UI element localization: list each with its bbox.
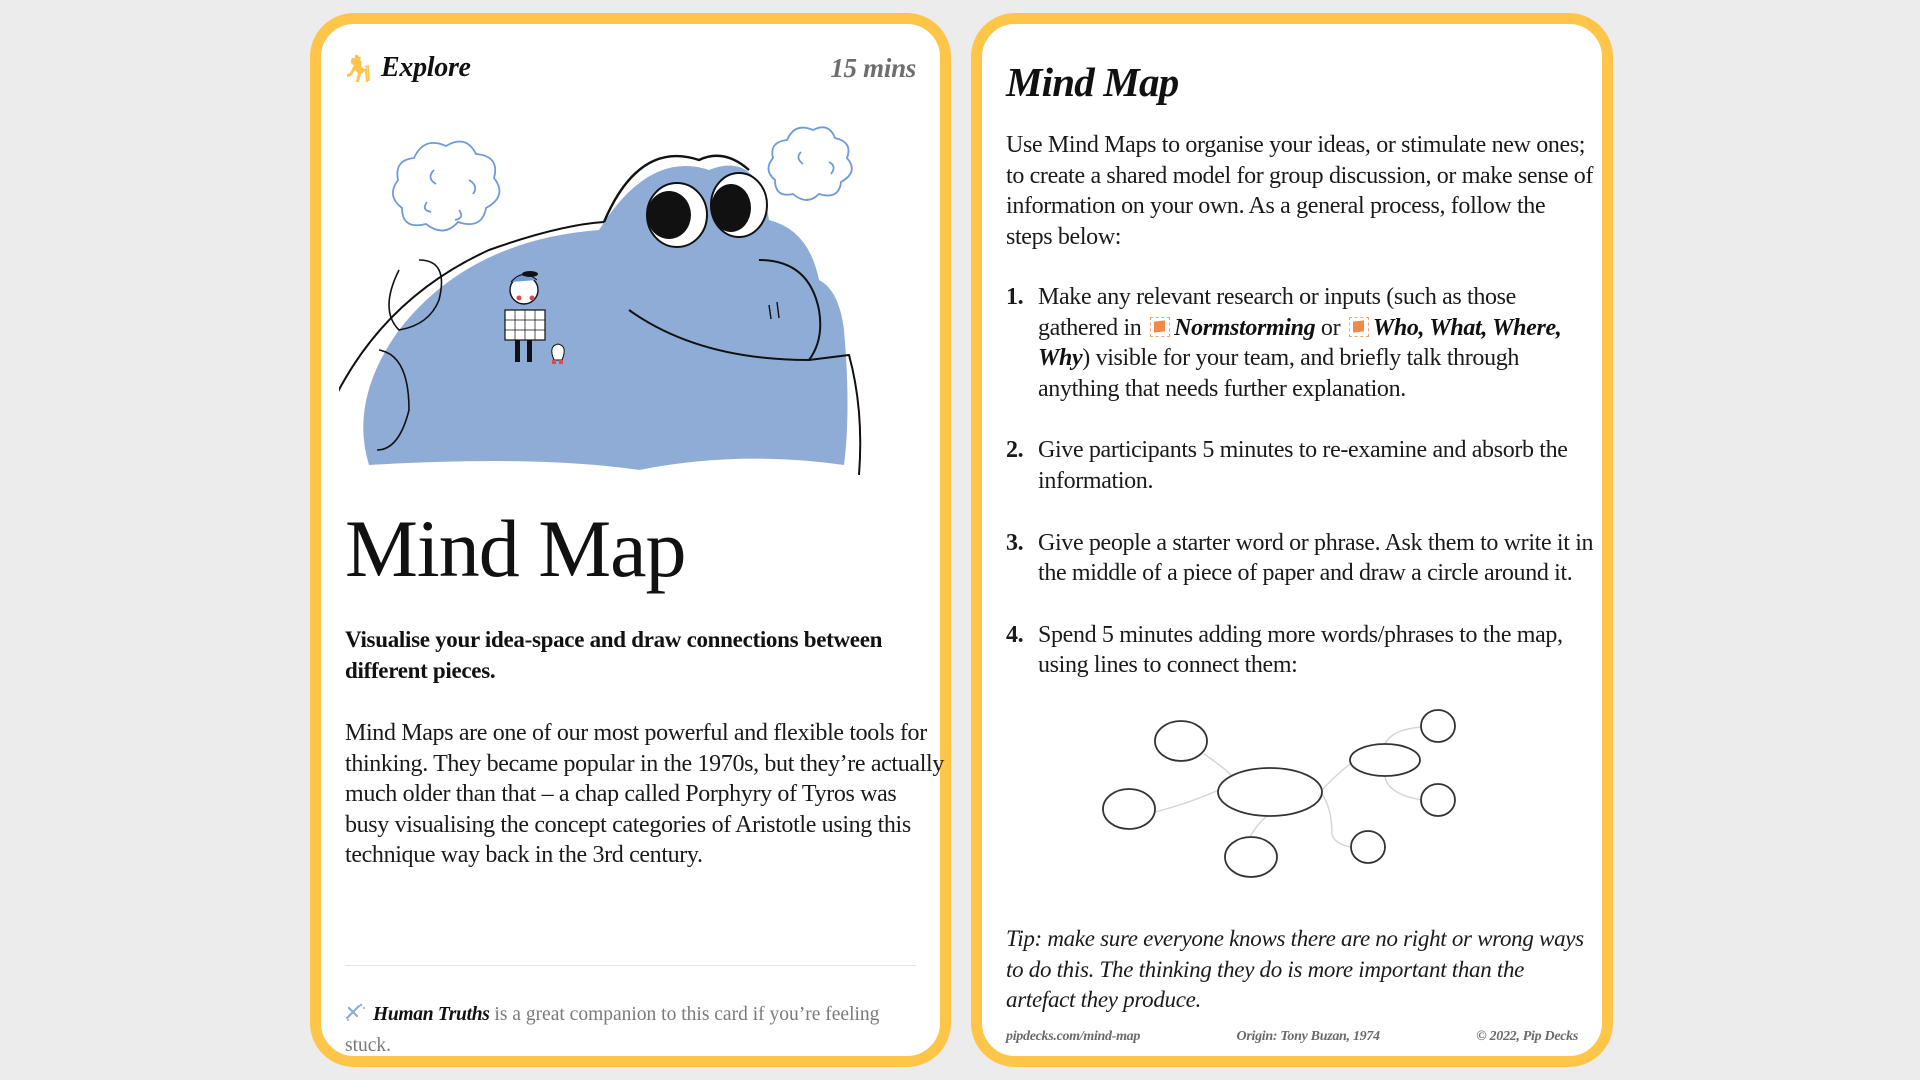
back-title: Mind Map xyxy=(1006,59,1179,105)
mind-map-node-left xyxy=(1103,789,1155,829)
companion-text: is a great companion to this card if you’re feeling stuck. xyxy=(345,1004,880,1056)
card-footer xyxy=(1006,1029,1578,1045)
step-number: 2. xyxy=(1006,437,1024,464)
mind-map-node-top-right xyxy=(1421,710,1455,742)
card-subtitle: Visualise your idea-space and draw connections between different pieces. xyxy=(345,627,883,683)
back-intro: Use Mind Maps to organise your ideas, or stimulate new ones; to create a shared model for group discussion, or make sense of information on your own. As a general process, follow the steps below: xyxy=(1006,132,1594,250)
step-number: 3. xyxy=(1006,529,1024,556)
card-description: Mind Maps are one of our most powerful and flexible tools for thinking. They became popular in the 1970s, but they’re actually much older than that – a chap called Porphyry of Tyros was busy visualising the concept categories of Aristotle using this technique way back in the 3rd century. xyxy=(345,720,944,869)
card-url-link[interactable]: pipdecks.com/mind-map xyxy=(1006,1029,1141,1044)
step-number: 4. xyxy=(1006,621,1024,648)
step-text: Give people a starter word or phrase. Ask them to write it in the middle of a piece of paper and draw a circle around it. xyxy=(1038,529,1594,587)
step-text: Make any relevant research or inputs (such as those gathered in xyxy=(1038,284,1516,341)
step-text: Spend 5 minutes adding more words/phrases to the map, using lines to connect them: xyxy=(1038,621,1563,679)
mind-map-node-bottom-right xyxy=(1351,831,1385,863)
explorer-icon xyxy=(345,53,371,83)
duration-label: 15 mins xyxy=(830,52,916,83)
origin-credit: Origin: Tony Buzan, 1974 xyxy=(1236,1029,1380,1044)
mind-map-node-center xyxy=(1218,768,1322,816)
category-label: Explore xyxy=(381,52,471,83)
mind-map-node-top-left xyxy=(1155,721,1207,761)
step-text: ) visible for your team, and briefly talk through anything that needs further explanation. xyxy=(1038,345,1520,402)
card-front xyxy=(310,13,951,1067)
companion-note xyxy=(345,999,905,1061)
step-text: or xyxy=(1315,314,1346,341)
steps-list xyxy=(1006,282,1596,712)
who-what-where-why-link[interactable]: Who, What, Where, Why xyxy=(1038,314,1562,372)
card-reference-icon xyxy=(1349,317,1369,337)
card-back xyxy=(971,13,1613,1067)
copyright: © 2022, Pip Decks xyxy=(1476,1029,1578,1044)
step-number: 1. xyxy=(1006,284,1024,310)
creature-illustration xyxy=(339,110,919,480)
card-header xyxy=(345,50,916,86)
category xyxy=(345,52,471,84)
mind-map-node-right xyxy=(1350,744,1420,776)
normstorming-link[interactable]: Normstorming xyxy=(1174,314,1316,341)
divider xyxy=(345,965,916,966)
tip-text: Tip: make sure everyone knows there are no right or wrong ways to do this. The thinking they do is more important than the artefact they produce. xyxy=(1006,926,1584,1013)
step-3 xyxy=(1006,528,1596,589)
card-title: Mind Map xyxy=(345,503,686,594)
step-1 xyxy=(1006,282,1596,404)
human-truths-link[interactable]: Human Truths xyxy=(373,1004,490,1025)
step-text: Give participants 5 minutes to re-examine and absorb the information. xyxy=(1038,437,1568,494)
step-2 xyxy=(1006,435,1596,496)
human-truths-icon xyxy=(345,1001,367,1021)
card-reference-icon xyxy=(1150,317,1170,337)
mind-map-node-bottom xyxy=(1225,837,1277,877)
mind-map-node-mid-right xyxy=(1421,784,1455,816)
step-4 xyxy=(1006,620,1596,681)
